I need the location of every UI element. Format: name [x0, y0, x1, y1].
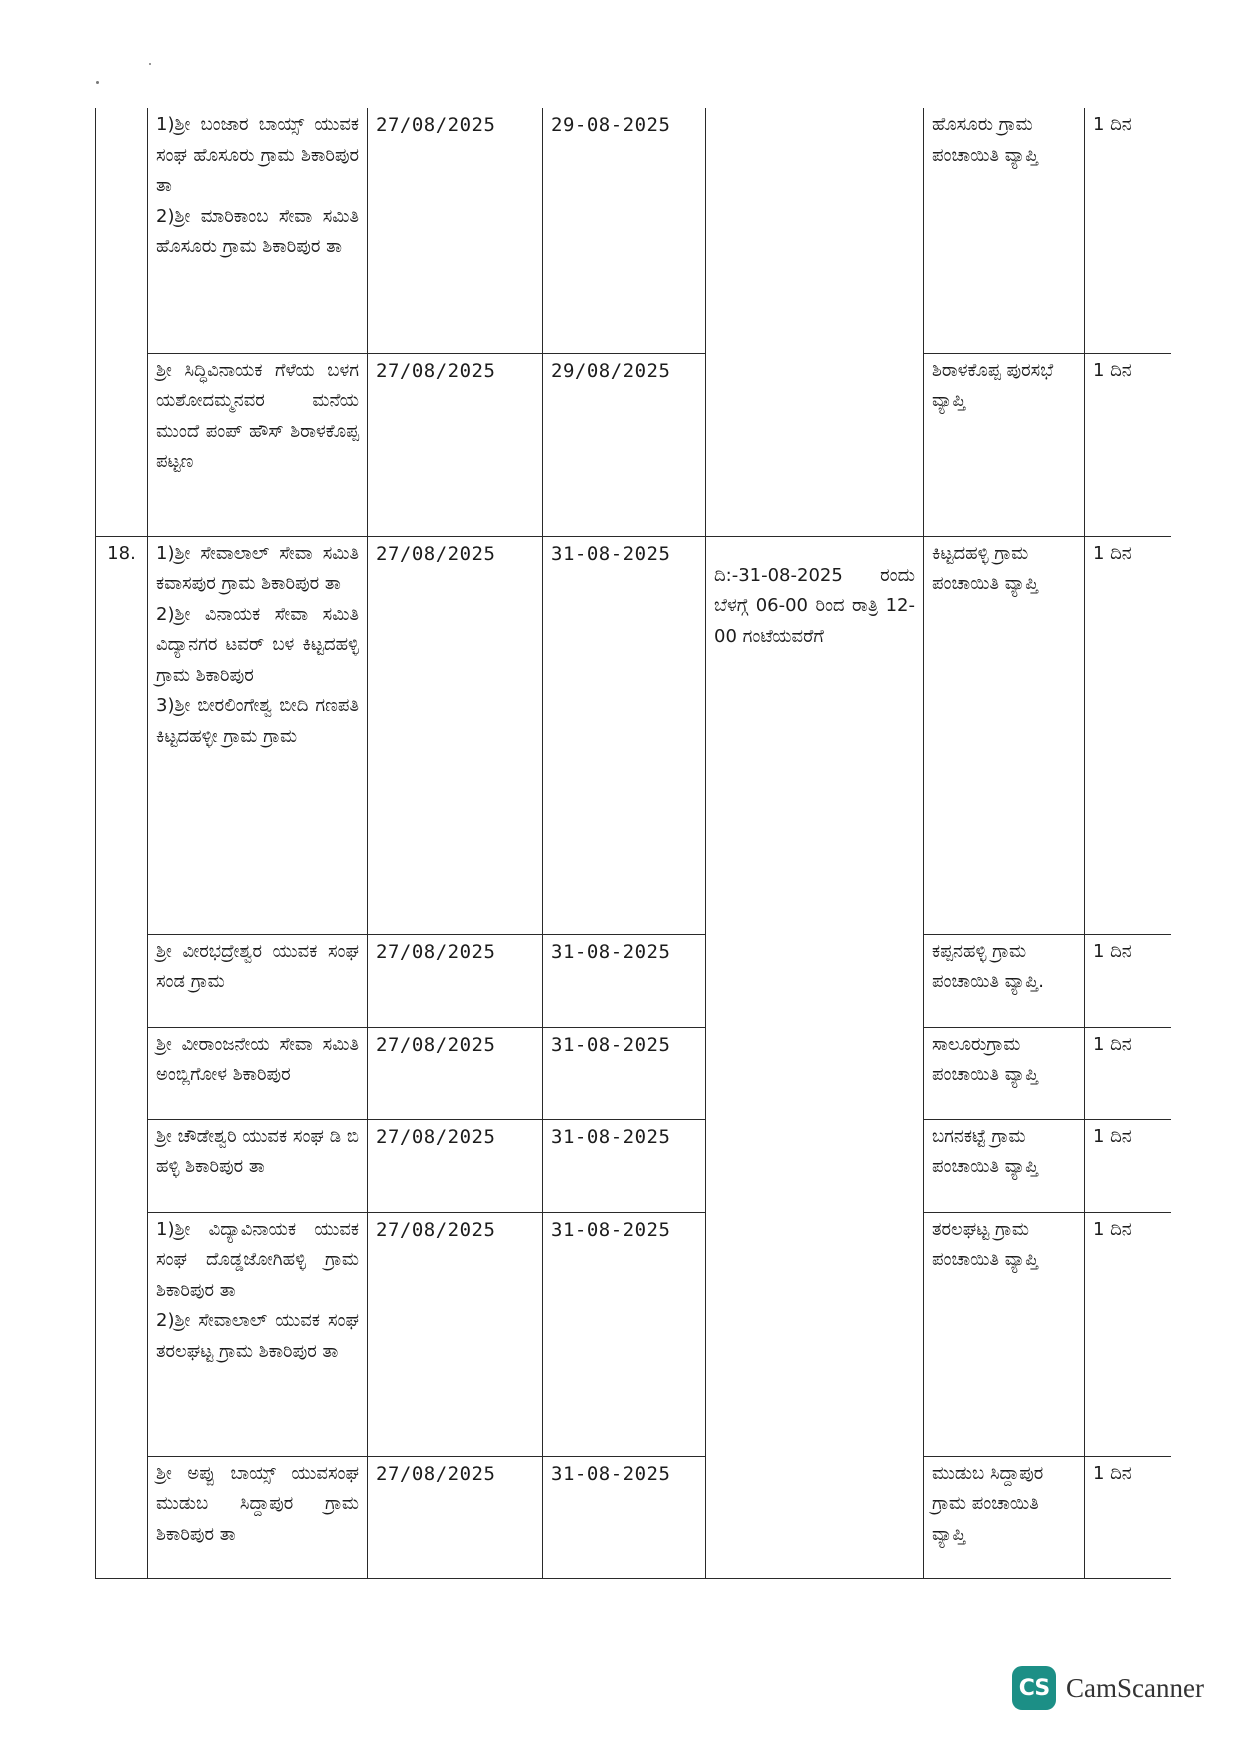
- organizer-entry: 1)ಶ್ರೀ ಸೇವಾಲಾಲ್ ಸೇವಾ ಸಮಿತಿ ಕವಾಸಪುರ ಗ್ರಾಮ ಶಿಕಾರಿಪುರ ತಾ: [156, 542, 359, 594]
- organizer-cell: [148, 536, 368, 934]
- camscanner-brand-name: CamScanner: [1066, 1672, 1204, 1703]
- table-row: [96, 1456, 1171, 1578]
- area-cell: ಬಗನಕಟ್ಟೆ ಗ್ರಾಮ ಪಂಚಾಯಿತಿ ವ್ಯಾಪ್ತಿ: [924, 1119, 1085, 1212]
- organizer-cell: [148, 1027, 368, 1119]
- area-cell: ಸಾಲೂರುಗ್ರಾಮ ಪಂಚಾಯಿತಿ ವ್ಯಾಪ್ತಿ: [924, 1027, 1085, 1119]
- camscanner-logo-icon: CS: [1012, 1666, 1056, 1710]
- organizer-cell: [148, 1212, 368, 1456]
- start-date-cell: 27/08/2025: [368, 1456, 543, 1578]
- organizer-entry: 3)ಶ್ರೀ ಬೀರಲಿಂಗೇಶ್ವ ಬೀದಿ ಗಣಪತಿ ಕಿಟ್ಟದಹಳ್ಳೀ ಗ್ರಾಮ ಗ್ರಾಮ: [156, 695, 359, 747]
- table-row: [96, 536, 1171, 934]
- area-cell: ಶಿರಾಳಕೊಪ್ಪ ಪುರಸಭೆ ವ್ಯಾಪ್ತಿ: [924, 353, 1085, 536]
- scan-speck: [149, 63, 151, 65]
- time-cell: [706, 108, 924, 536]
- days-cell: 1 ದಿನ: [1085, 1456, 1171, 1578]
- organizer-entry: ಶ್ರೀ ವೀರಾಂಜನೇಯ ಸೇವಾ ಸಮಿತಿ ಅಂಬ್ಲಿಗೋಳ ಶಿಕಾರಿಪುರ: [156, 1033, 359, 1085]
- end-date-cell: 31-08-2025: [543, 536, 706, 934]
- table-row: [96, 934, 1171, 1027]
- organizer-entry: ಶ್ರೀ ಅಪ್ಪು ಬಾಯ್ಸ್ ಯುವಸಂಘ ಮುಡುಬ ಸಿದ್ದಾಪುರ ಗ್ರಾಮ ಶಿಕಾರಿಪುರ ತಾ: [156, 1462, 359, 1545]
- days-cell: 1 ದಿನ: [1085, 353, 1171, 536]
- organizer-entry: ಶ್ರೀ ಚೌಡೇಶ್ವರಿ ಯುವಕ ಸಂಘ ಡಿ ಬಿ ಹಳ್ಳಿ ಶಿಕಾರಿಪುರ ತಾ: [156, 1125, 359, 1177]
- days-cell: 1 ದಿನ: [1085, 1027, 1171, 1119]
- end-date-cell: 29-08-2025: [543, 108, 706, 353]
- start-date-cell: 27/08/2025: [368, 934, 543, 1027]
- end-date-cell: 31-08-2025: [543, 1119, 706, 1212]
- area-cell: ಮುಡುಬ ಸಿದ್ದಾಪುರ ಗ್ರಾಮ ಪಂಚಾಯಿತಿ ವ್ಯಾಪ್ತಿ: [924, 1456, 1085, 1578]
- start-date-cell: 27/08/2025: [368, 1119, 543, 1212]
- organizer-entry: 2)ಶ್ರೀ ಸೇವಾಲಾಲ್ ಯುವಕ ಸಂಘ ತರಲಘಟ್ಟ ಗ್ರಾಮ ಶಿಕಾರಿಪುರ ತಾ: [156, 1310, 359, 1362]
- end-date-cell: 31-08-2025: [543, 1456, 706, 1578]
- area-cell: ಹೊಸೂರು ಗ್ರಾಮ ಪಂಚಾಯಿತಿ ವ್ಯಾಪ್ತಿ: [924, 108, 1085, 353]
- end-date-cell: 31-08-2025: [543, 934, 706, 1027]
- permission-table: [95, 108, 1171, 1579]
- time-text: ದಿ:-31-08-2025 ರಂದು ಬೆಳಗ್ಗೆ 06-00 ರಿಂದ ರಾತ್ರಿ 12-00 ಗಂಟೆಯವರೆಗೆ: [714, 564, 915, 647]
- table-row: [96, 353, 1171, 536]
- days-cell: 1 ದಿನ: [1085, 934, 1171, 1027]
- organizer-cell: [148, 1456, 368, 1578]
- area-cell: ಕಪ್ಪನಹಳ್ಳಿ ಗ್ರಾಮ ಪಂಚಾಯಿತಿ ವ್ಯಾಪ್ತಿ.: [924, 934, 1085, 1027]
- organizer-entry: 1)ಶ್ರೀ ಬಂಜಾರ ಬಾಯ್ಸ್ ಯುವಕ ಸಂಘ ಹೊಸೂರು ಗ್ರಾಮ ಶಿಕಾರಿಪುರ ತಾ: [156, 114, 359, 196]
- camscanner-watermark: [1012, 1666, 1204, 1710]
- time-cell: [706, 536, 924, 1578]
- area-cell: ಕಿಟ್ಟದಹಳ್ಳಿ ಗ್ರಾಮ ಪಂಚಾಯಿತಿ ವ್ಯಾಪ್ತಿ: [924, 536, 1085, 934]
- days-cell: 1 ದಿನ: [1085, 1212, 1171, 1456]
- start-date-cell: 27/08/2025: [368, 353, 543, 536]
- start-date-cell: 27/08/2025: [368, 108, 543, 353]
- serial-number-cell: [96, 108, 148, 536]
- start-date-cell: 27/08/2025: [368, 1212, 543, 1456]
- organizer-entry: ಶ್ರೀ ವೀರಭದ್ರೇಶ್ವರ ಯುವಕ ಸಂಘ ಸಂಡ ಗ್ರಾಮ: [156, 940, 359, 992]
- start-date-cell: 27/08/2025: [368, 1027, 543, 1119]
- table-row: [96, 1119, 1171, 1212]
- end-date-cell: 29/08/2025: [543, 353, 706, 536]
- table-row: [96, 1027, 1171, 1119]
- organizer-entry: 2)ಶ್ರೀ ಮಾರಿಕಾಂಬ ಸೇವಾ ಸಮಿತಿ ಹೊಸೂರು ಗ್ರಾಮ ಶಿಕಾರಿಪುರ ತಾ: [156, 205, 359, 257]
- organizer-cell: [148, 353, 368, 536]
- end-date-cell: 31-08-2025: [543, 1212, 706, 1456]
- organizer-cell: [148, 108, 368, 353]
- scan-speck: [96, 81, 99, 84]
- permission-table-wrap: [95, 108, 1171, 1579]
- serial-number-cell: 18.: [96, 536, 148, 1578]
- table-row: [96, 1212, 1171, 1456]
- organizer-entry: ಶ್ರೀ ಸಿದ್ಧಿವಿನಾಯಕ ಗೆಳೆಯ ಬಳಗ ಯಶೋದಮ್ಮನವರ ಮನೆಯ ಮುಂದೆ ಪಂಪ್ ಹೌಸ್ ಶಿರಾಳಕೊಪ್ಪ ಪಟ್ಟಣ: [156, 359, 359, 472]
- area-cell: ತರಲಘಟ್ಟ ಗ್ರಾಮ ಪಂಚಾಯಿತಿ ವ್ಯಾಪ್ತಿ: [924, 1212, 1085, 1456]
- organizer-cell: [148, 1119, 368, 1212]
- days-cell: 1 ದಿನ: [1085, 536, 1171, 934]
- end-date-cell: 31-08-2025: [543, 1027, 706, 1119]
- organizer-cell: [148, 934, 368, 1027]
- organizer-entry: 1)ಶ್ರೀ ವಿದ್ಯಾವಿನಾಯಕ ಯುವಕ ಸಂಘ ದೊಡ್ಡಜೋಗಿಹಳ್ಳಿ ಗ್ರಾಮ ಶಿಕಾರಿಪುರ ತಾ: [156, 1218, 359, 1301]
- table-row: [96, 108, 1171, 353]
- days-cell: 1 ದಿನ: [1085, 108, 1171, 353]
- start-date-cell: 27/08/2025: [368, 536, 543, 934]
- organizer-entry: 2)ಶ್ರೀ ವಿನಾಯಕ ಸೇವಾ ಸಮಿತಿ ವಿದ್ಯಾನಗರ ಟವರ್ ಬಳ ಕಿಟ್ಟದಹಳ್ಳಿ ಗ್ರಾಮ ಶಿಕಾರಿಪುರ: [156, 603, 359, 686]
- days-cell: 1 ದಿನ: [1085, 1119, 1171, 1212]
